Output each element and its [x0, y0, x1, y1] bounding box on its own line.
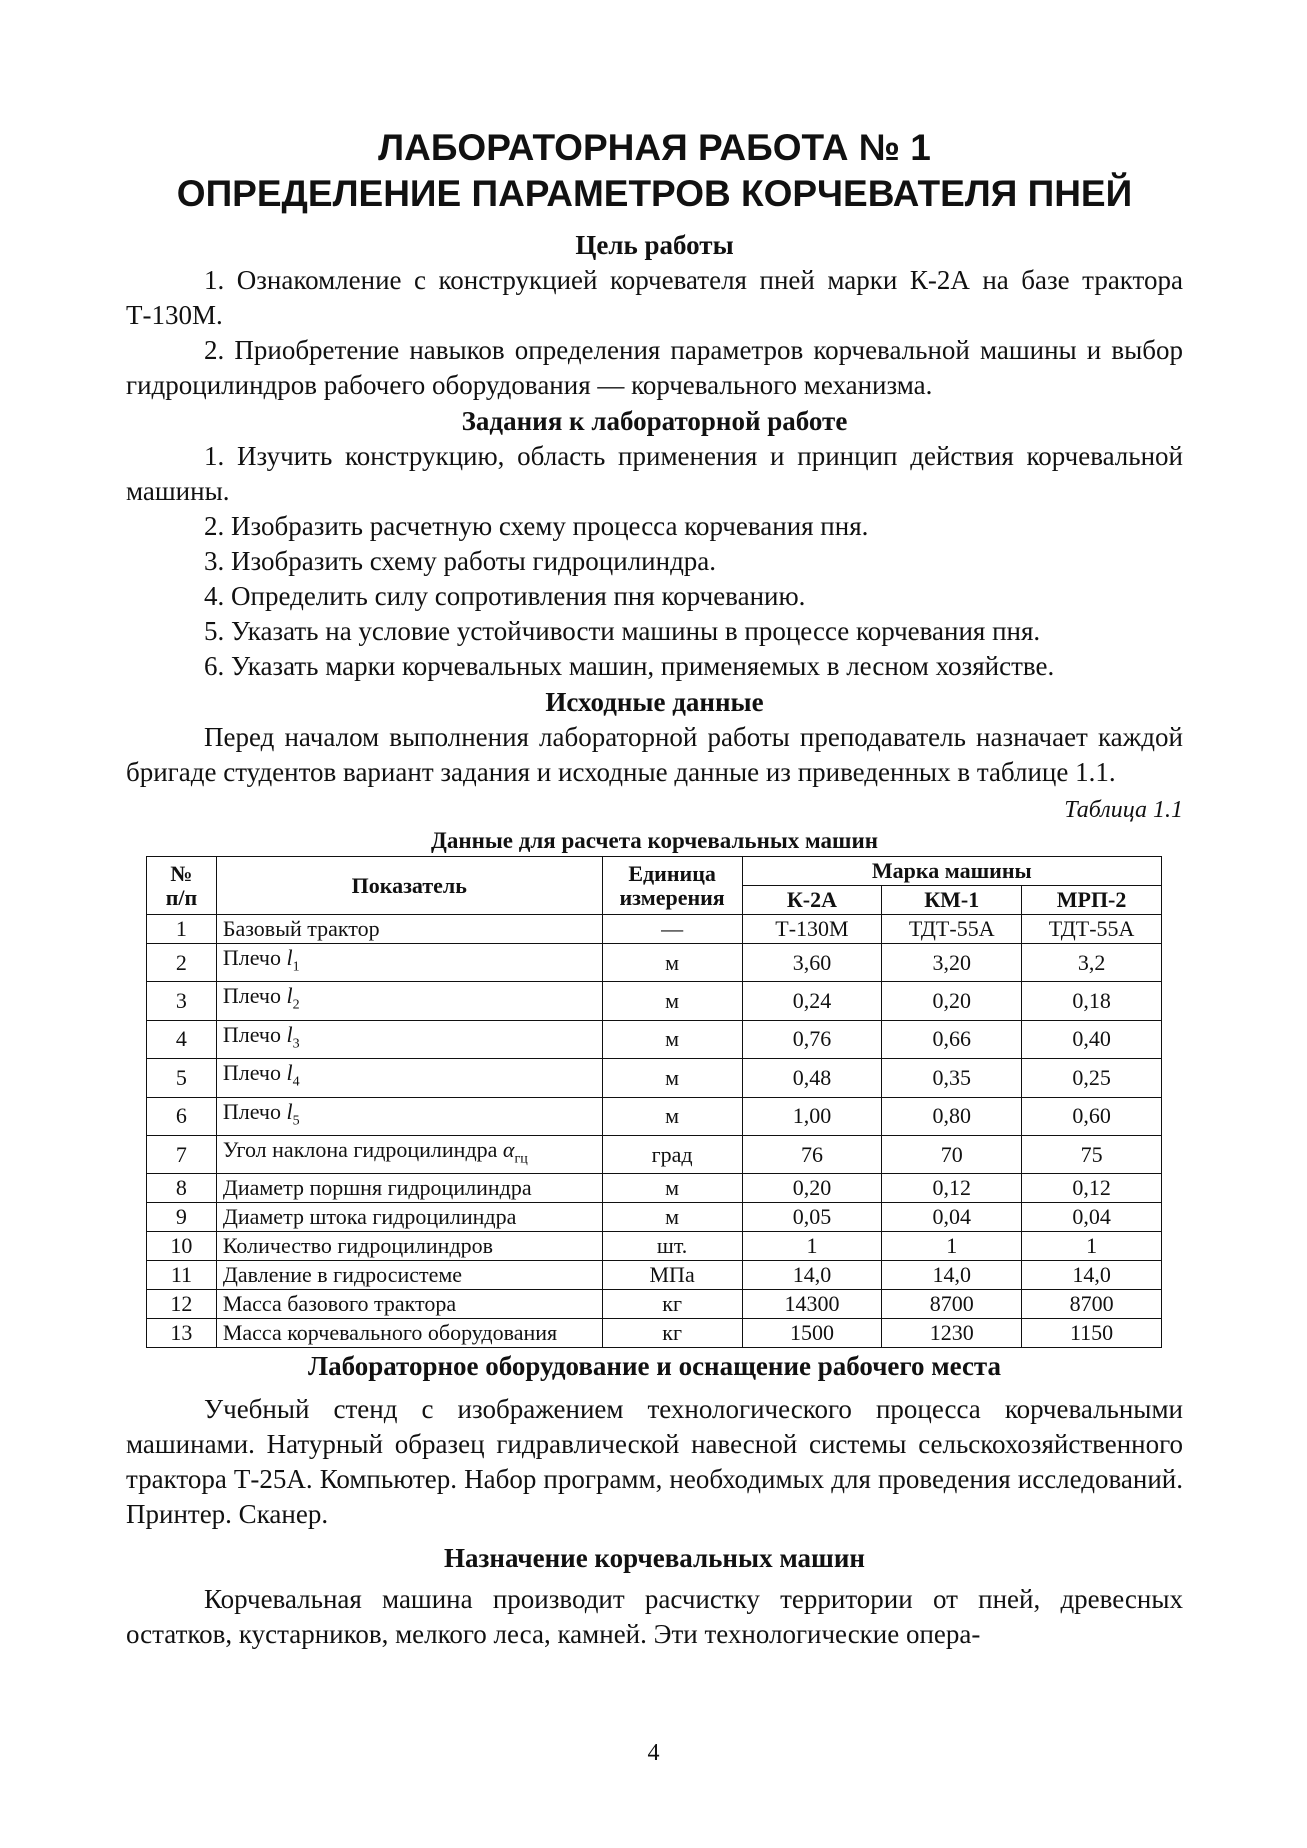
row-unit: м — [602, 1020, 742, 1058]
parameter-subscript: 5 — [292, 1112, 300, 1128]
equipment-heading: Лабораторное оборудование и оснащение рабочего места — [307, 1351, 1002, 1382]
initial-data-text: Перед началом выполнения лабораторной работы преподаватель назначает каждой бригаде студентов вариант задания и исходные данные из приведенных в таблице 1.1. — [126, 722, 1183, 787]
table-row — [147, 1174, 1162, 1203]
header-km1: КМ-1 — [882, 886, 1022, 915]
table-caption: Таблица 1.1 — [1064, 797, 1183, 823]
parameter-symbol: l — [286, 945, 293, 970]
parameter-name: Плечо — [222, 983, 287, 1009]
row-value-km1: 0,66 — [882, 1020, 1022, 1058]
row-value-mrp2: ТДТ-55А — [1022, 915, 1162, 944]
page-content — [126, 125, 1183, 1652]
row-parameter — [216, 1232, 602, 1261]
lab-title-line1: ЛАБОРАТОРНАЯ РАБОТА № 1 — [378, 127, 931, 168]
parameter-symbol: l — [286, 983, 293, 1009]
goal-item-2: 2. Приобретение навыков определения параметров корчевальной машины и выбор гидроцилиндров рабочего оборудования — корчевального механизма. — [126, 335, 1183, 400]
row-value-km1: 0,04 — [882, 1203, 1022, 1232]
task-item-1: 1. Изучить конструкцию, область применения и принцип действия корчевальной машины. — [126, 441, 1183, 506]
row-number: 12 — [147, 1290, 217, 1319]
row-value-km1: 0,20 — [882, 982, 1022, 1020]
row-parameter — [216, 1020, 602, 1058]
row-parameter — [216, 1290, 602, 1319]
parameter-name: Масса базового трактора — [222, 1291, 457, 1317]
row-value-km1: 0,12 — [882, 1174, 1022, 1203]
goal-heading: Цель работы — [575, 230, 734, 260]
parameter-subscript: 1 — [292, 959, 300, 975]
row-value-mrp2: 3,2 — [1022, 944, 1162, 982]
table-row — [147, 1319, 1162, 1348]
table-body — [147, 915, 1162, 1348]
equipment-text: Учебный стенд с изображением технологического процесса корчевальными машинами. Натурный образец гидравлической навесной системы сельскохозяйственного трактора Т-25А. Компьютер. Набор программ, необходимых для проведения исследований. Принтер. Сканер. — [126, 1394, 1183, 1530]
parameter-symbol: l — [286, 1060, 293, 1086]
table-row — [147, 1203, 1162, 1232]
row-unit: м — [602, 1203, 742, 1232]
row-unit: кг — [602, 1319, 742, 1348]
row-number: 4 — [147, 1020, 217, 1058]
row-value-k2a: Т-130М — [742, 915, 882, 944]
header-unit: Единица измерения — [602, 857, 742, 915]
parameter-name: Базовый трактор — [222, 916, 380, 941]
parameter-symbol: l — [286, 1021, 293, 1047]
row-value-mrp2: 1 — [1022, 1232, 1162, 1261]
lab-title — [126, 125, 1183, 217]
table-row — [147, 944, 1162, 982]
parameter-name: Диаметр штока гидроцилиндра — [222, 1204, 517, 1230]
parameter-name: Количество гидроцилиндров — [222, 1233, 494, 1259]
header-number: № п/п — [147, 857, 217, 915]
header-parameter: Показатель — [216, 857, 602, 915]
row-value-km1: 1 — [882, 1232, 1022, 1261]
header-mrp2: МРП-2 — [1022, 886, 1162, 915]
row-value-mrp2: 1150 — [1022, 1319, 1162, 1348]
row-value-mrp2: 0,12 — [1022, 1174, 1162, 1203]
task-item-4: 4. Определить силу сопротивления пня корчеванию. — [204, 581, 806, 611]
row-number: 11 — [147, 1261, 217, 1290]
row-unit: МПа — [602, 1261, 742, 1290]
parameter-name: Масса корчевального оборудования — [222, 1320, 558, 1346]
row-value-k2a: 1 — [742, 1232, 882, 1261]
task-item-6: 6. Указать марки корчевальных машин, применяемых в лесном хозяйстве. — [204, 651, 1055, 681]
goal-item-1: 1. Ознакомление с конструкцией корчевателя пней марки К-2А на базе трактора Т-130М. — [126, 265, 1183, 330]
row-unit: м — [602, 982, 742, 1020]
row-parameter — [216, 1203, 602, 1232]
row-value-km1: 0,35 — [882, 1059, 1022, 1097]
row-parameter — [216, 1174, 602, 1203]
machine-data-table — [146, 856, 1162, 1348]
row-number: 6 — [147, 1097, 217, 1135]
parameter-symbol: l — [286, 1098, 293, 1124]
table-title: Данные для расчета корчевальных машин — [431, 828, 878, 853]
row-number: 5 — [147, 1059, 217, 1097]
purpose-heading: Назначение корчевальных машин — [444, 1543, 865, 1574]
row-parameter — [216, 1261, 602, 1290]
row-number: 9 — [147, 1203, 217, 1232]
row-number: 3 — [147, 982, 217, 1020]
table-row — [147, 1261, 1162, 1290]
row-value-mrp2: 14,0 — [1022, 1261, 1162, 1290]
table-row — [147, 915, 1162, 944]
row-value-k2a: 3,60 — [742, 944, 882, 982]
header-k2a: К-2А — [742, 886, 882, 915]
parameter-name: Плечо — [222, 945, 287, 970]
row-value-mrp2: 0,25 — [1022, 1059, 1162, 1097]
parameter-name: Диаметр поршня гидроцилиндра — [222, 1175, 532, 1201]
row-value-mrp2: 0,40 — [1022, 1020, 1162, 1058]
row-parameter — [216, 982, 602, 1020]
table-row — [147, 1290, 1162, 1319]
row-unit: м — [602, 1097, 742, 1135]
table-row — [147, 1020, 1162, 1058]
table-header-row — [147, 857, 1162, 886]
table-row — [147, 1232, 1162, 1261]
purpose-text: Корчевальная машина производит расчистку территории от пней, древесных остатков, кустарников, мелкого леса, камней. Эти технологические опера- — [126, 1584, 1183, 1650]
table-row — [147, 1135, 1162, 1173]
row-number: 2 — [147, 944, 217, 982]
row-value-k2a: 1,00 — [742, 1097, 882, 1135]
row-value-k2a: 14,0 — [742, 1261, 882, 1290]
row-parameter — [216, 1059, 602, 1097]
lab-title-line2: ОПРЕДЕЛЕНИЕ ПАРАМЕТРОВ КОРЧЕВАТЕЛЯ ПНЕЙ — [176, 173, 1133, 214]
row-value-mrp2: 8700 — [1022, 1290, 1162, 1319]
row-unit: — — [602, 915, 742, 944]
row-value-km1: 14,0 — [882, 1261, 1022, 1290]
parameter-name: Плечо — [222, 1021, 287, 1047]
row-parameter — [216, 915, 602, 944]
parameter-subscript: гц — [514, 1151, 528, 1167]
row-value-k2a: 0,05 — [742, 1203, 882, 1232]
row-parameter — [216, 1135, 602, 1173]
row-unit: град — [602, 1135, 742, 1173]
row-value-km1: 8700 — [882, 1290, 1022, 1319]
row-unit: кг — [602, 1290, 742, 1319]
row-value-km1: 0,80 — [882, 1097, 1022, 1135]
row-unit: шт. — [602, 1232, 742, 1261]
row-number: 1 — [147, 915, 217, 944]
parameter-name: Угол наклона гидроцилиндра — [222, 1136, 503, 1162]
tasks-heading: Задания к лабораторной работе — [461, 406, 848, 436]
row-value-k2a: 76 — [742, 1135, 882, 1173]
row-value-mrp2: 75 — [1022, 1135, 1162, 1173]
row-number: 10 — [147, 1232, 217, 1261]
task-item-5: 5. Указать на условие устойчивости машины в процессе корчевания пня. — [204, 616, 1041, 646]
parameter-name: Давление в гидросистеме — [222, 1262, 463, 1288]
parameter-subscript: 2 — [292, 997, 300, 1013]
row-value-k2a: 0,76 — [742, 1020, 882, 1058]
row-value-mrp2: 0,04 — [1022, 1203, 1162, 1232]
row-value-k2a: 1500 — [742, 1319, 882, 1348]
row-value-k2a: 0,48 — [742, 1059, 882, 1097]
task-item-2: 2. Изобразить расчетную схему процесса корчевания пня. — [204, 511, 869, 541]
row-value-km1: 3,20 — [882, 944, 1022, 982]
parameter-subscript: 3 — [292, 1036, 300, 1052]
row-value-k2a: 14300 — [742, 1290, 882, 1319]
row-value-mrp2: 0,60 — [1022, 1097, 1162, 1135]
row-parameter — [216, 944, 602, 982]
row-unit: м — [602, 1174, 742, 1203]
table-row — [147, 982, 1162, 1020]
header-machine-brand: Марка машины — [742, 857, 1161, 886]
initial-data-heading: Исходные данные — [545, 687, 764, 717]
table-row — [147, 1059, 1162, 1097]
row-value-km1: 1230 — [882, 1319, 1022, 1348]
row-value-km1: ТДТ-55А — [882, 915, 1022, 944]
row-number: 13 — [147, 1319, 217, 1348]
row-parameter — [216, 1097, 602, 1135]
row-value-k2a: 0,24 — [742, 982, 882, 1020]
row-parameter — [216, 1319, 602, 1348]
page-number: 4 — [647, 1740, 660, 1766]
row-value-k2a: 0,20 — [742, 1174, 882, 1203]
parameter-name: Плечо — [222, 1098, 287, 1124]
row-number: 8 — [147, 1174, 217, 1203]
row-unit: м — [602, 944, 742, 982]
row-number: 7 — [147, 1135, 217, 1173]
row-unit: м — [602, 1059, 742, 1097]
parameter-name: Плечо — [222, 1060, 287, 1086]
row-value-km1: 70 — [882, 1135, 1022, 1173]
task-item-3: 3. Изобразить схему работы гидроцилиндра. — [204, 546, 717, 576]
table-row — [147, 1097, 1162, 1135]
parameter-subscript: 4 — [292, 1074, 300, 1090]
parameter-symbol: α — [502, 1136, 515, 1162]
row-value-mrp2: 0,18 — [1022, 982, 1162, 1020]
